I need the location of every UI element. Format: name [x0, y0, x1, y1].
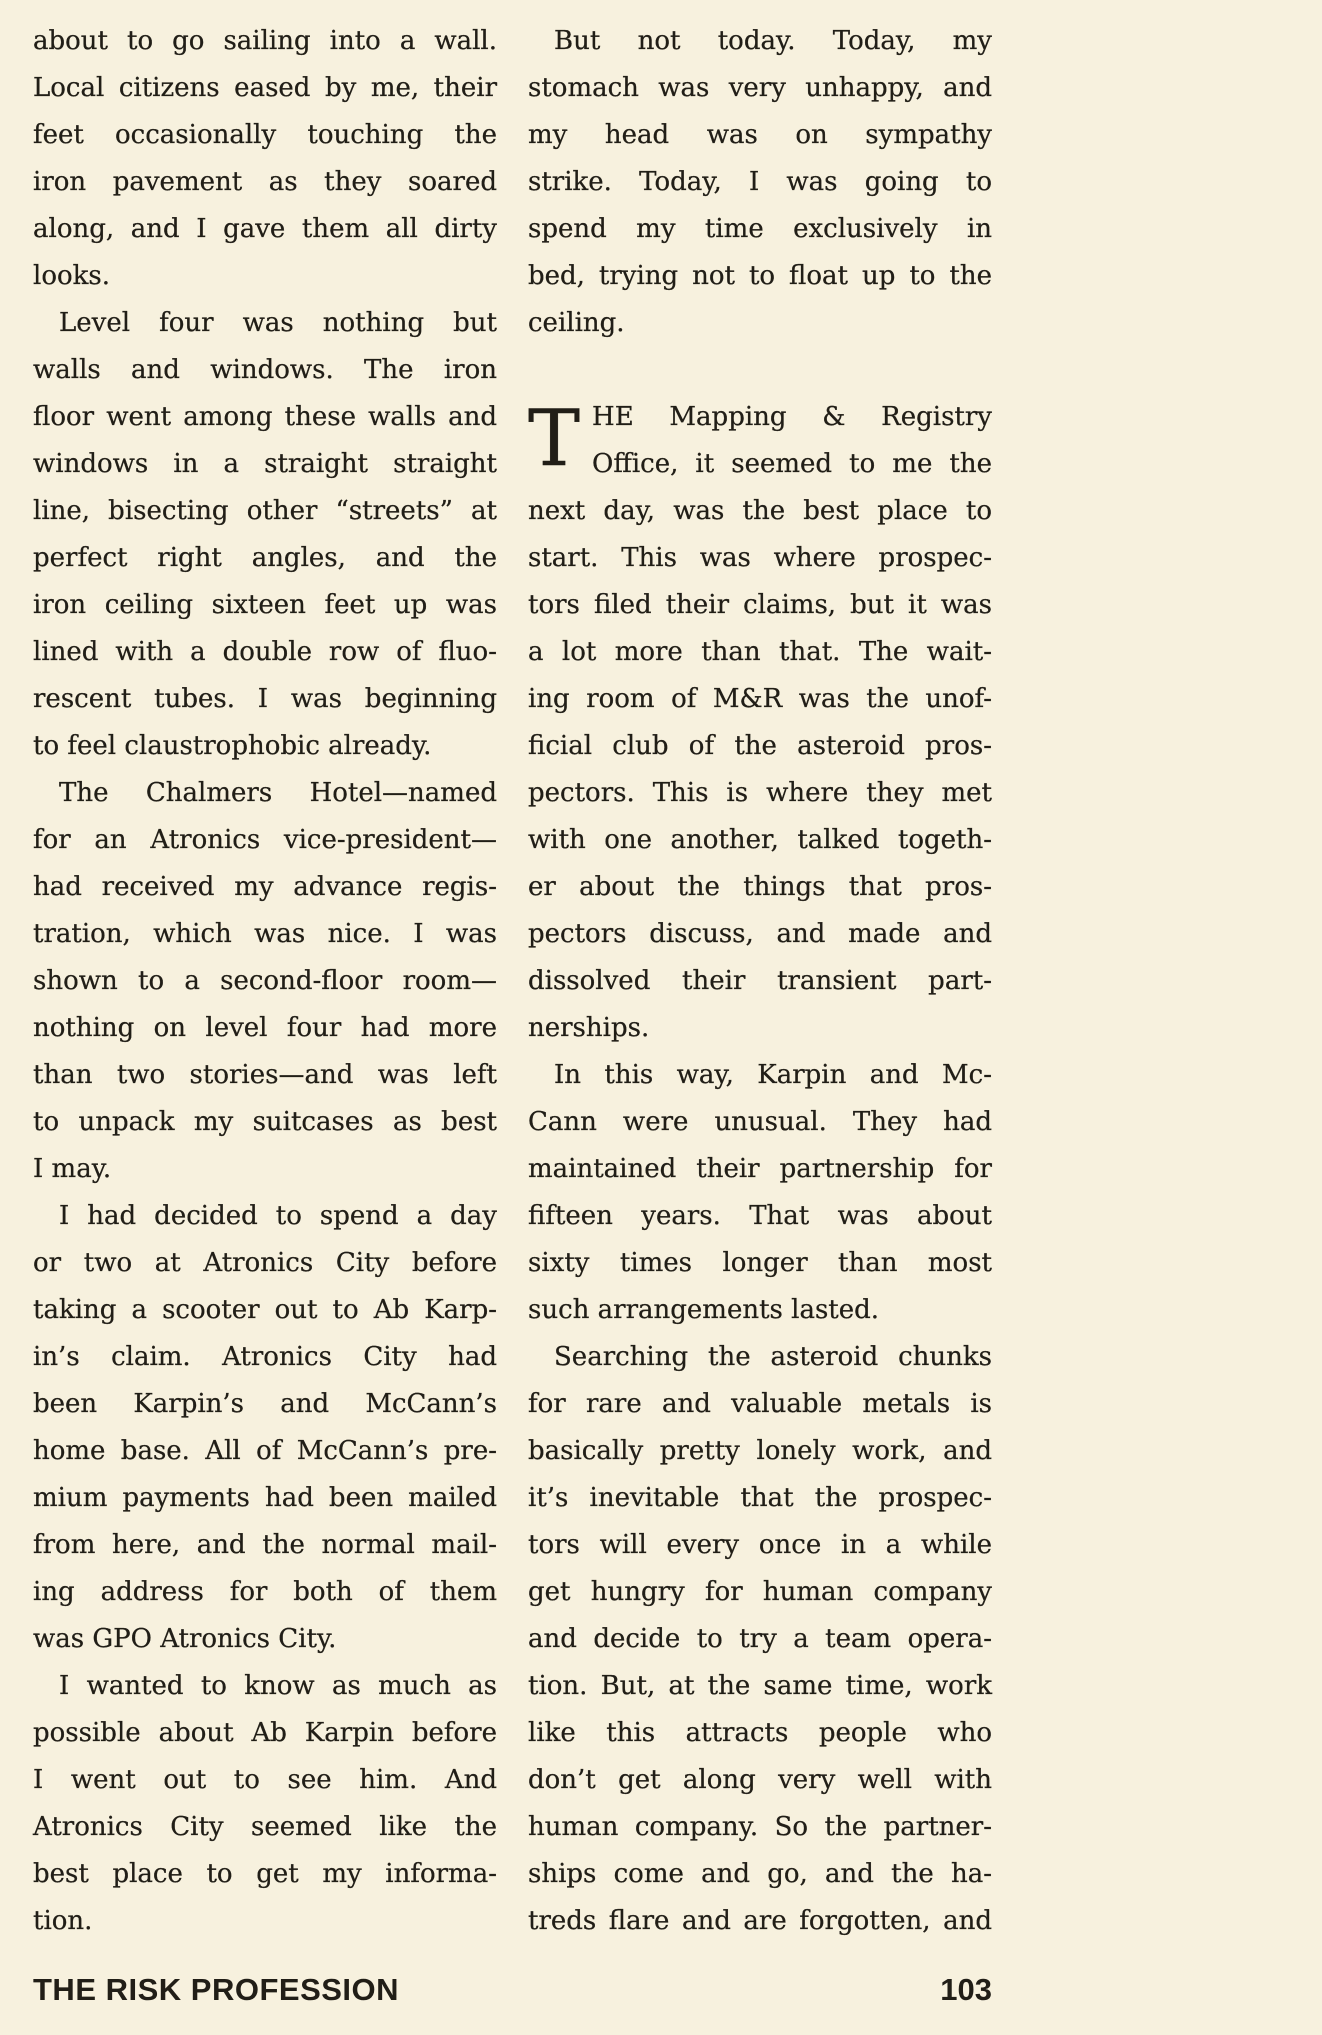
text-line: taking a scooter out to Ab Karp- [33, 1295, 497, 1325]
text-line: Office, it seemed to me the [592, 449, 992, 479]
text-line: stomach was very unhappy, and [528, 73, 992, 103]
text-line: tion. But, at the same time, work [528, 1671, 992, 1701]
text-line: treds flare and are forgotten, and [528, 1906, 992, 1936]
text-line: than two stories—and was left [33, 1060, 497, 1090]
text-line: perfect right angles, and the [33, 543, 497, 573]
paragraph [33, 300, 497, 770]
text-line: to feel claustrophobic already. [33, 731, 432, 761]
text-line: for rare and valuable metals is [528, 1389, 992, 1419]
text-line: like this attracts people who [528, 1718, 992, 1748]
text-line: floor went among these walls and [33, 402, 497, 432]
text-line: nothing on level four had more [33, 1013, 497, 1043]
text-line: er about the things that pros- [528, 872, 992, 902]
text-line: such arrangements lasted. [528, 1295, 880, 1325]
text-line: spend my time exclusively in [528, 214, 992, 244]
paragraph [528, 1334, 992, 1945]
page-number: 103 [940, 1972, 992, 2007]
text-line: had received my advance regis- [33, 872, 497, 902]
text-line: iron pavement as they soared [33, 167, 497, 197]
text-line: windows in a straight straight [33, 449, 497, 479]
text-columns [33, 18, 992, 1945]
text-line: I went out to see him. And [33, 1765, 497, 1795]
text-line: home base. All of McCann’s pre- [33, 1436, 497, 1466]
text-line: shown to a second-floor room— [33, 966, 497, 996]
text-line: nerships. [528, 1013, 650, 1043]
text-line: dissolved their transient part- [528, 966, 992, 996]
text-line: Level four was nothing but [59, 308, 497, 338]
text-line: The Chalmers Hotel—named [59, 778, 497, 808]
text-line: human company. So the partner- [528, 1812, 992, 1842]
text-line: don’t get along very well with [528, 1765, 992, 1795]
text-line: line, bisecting other “streets” at [33, 496, 497, 526]
text-line: In this way, Karpin and Mc- [554, 1060, 992, 1090]
text-line: Local citizens eased by me, their [33, 73, 497, 103]
text-line: bed, trying not to float up to the [528, 261, 992, 291]
text-line: start. This was where prospec- [528, 543, 992, 573]
text-line: with one another, talked togeth- [528, 825, 992, 855]
text-line: best place to get my informa- [33, 1859, 497, 1889]
text-line: get hungry for human company [528, 1577, 992, 1607]
text-line: a lot more than that. The wait- [528, 637, 992, 667]
text-line: Atronics City seemed like the [33, 1812, 497, 1842]
text-line: looks. [33, 261, 110, 291]
paragraph [528, 18, 992, 347]
column-right [528, 18, 992, 1945]
text-line: it’s inevitable that the prospec- [528, 1483, 992, 1513]
text-line: been Karpin’s and McCann’s [33, 1389, 497, 1419]
text-line: mium payments had been mailed [33, 1483, 497, 1513]
text-line: tion. [33, 1906, 93, 1936]
text-line: I had decided to spend a day [59, 1201, 497, 1231]
text-line: sixty times longer than most [528, 1248, 992, 1278]
text-line: and decide to try a team opera- [528, 1624, 992, 1654]
text-line: basically pretty lonely work, and [528, 1436, 992, 1466]
paragraph [528, 1052, 992, 1334]
text-line: ing address for both of them [33, 1577, 497, 1607]
paragraph [33, 1193, 497, 1663]
text-line: possible about Ab Karpin before [33, 1718, 497, 1748]
text-line: was GPO Atronics City. [33, 1624, 337, 1654]
text-line: along, and I gave them all dirty [33, 214, 497, 244]
text-line: Searching the asteroid chunks [554, 1342, 992, 1372]
paragraph [528, 394, 992, 1052]
text-line: tration, which was nice. I was [33, 919, 497, 949]
text-line: to unpack my suitcases as best [33, 1107, 497, 1137]
text-line: lined with a double row of fluo- [33, 637, 497, 667]
text-line: I may. [33, 1154, 112, 1184]
text-line: maintained their partnership for [528, 1154, 992, 1184]
text-line: or two at Atronics City before [33, 1248, 497, 1278]
paragraph [33, 18, 497, 300]
text-line: pectors. This is where they met [528, 778, 992, 808]
text-line: rescent tubes. I was beginning [33, 684, 497, 714]
paragraph [33, 1663, 497, 1945]
text-line: walls and windows. The iron [33, 355, 497, 385]
text-line: feet occasionally touching the [33, 120, 497, 150]
text-line: Cann were unusual. They had [528, 1107, 992, 1137]
text-line: in’s claim. Atronics City had [33, 1342, 497, 1372]
text-line: ceiling. [528, 308, 625, 338]
text-line: ships come and go, and the ha- [528, 1859, 992, 1889]
text-line: ficial club of the asteroid pros- [528, 731, 992, 761]
text-line: for an Atronics vice-president— [33, 825, 497, 855]
paragraph [33, 770, 497, 1193]
text-line: tors filed their claims, but it was [528, 590, 992, 620]
text-line: But not today. Today, my [554, 26, 992, 56]
text-line: fifteen years. That was about [528, 1201, 992, 1231]
text-line: strike. Today, I was going to [528, 167, 992, 197]
text-line: iron ceiling sixteen feet up was [33, 590, 497, 620]
text-line: ing room of M&R was the unof- [528, 684, 992, 714]
page-footer [33, 1972, 992, 2008]
text-line: pectors discuss, and made and [528, 919, 992, 949]
text-line: HE Mapping & Registry [592, 402, 992, 432]
text-line: about to go sailing into a wall. [33, 26, 497, 56]
text-line: my head was on sympathy [528, 120, 992, 150]
text-line: I wanted to know as much as [59, 1671, 497, 1701]
drop-cap: T [528, 394, 581, 484]
text-line: next day, was the best place to [528, 496, 992, 526]
text-line: tors will every once in a while [528, 1530, 992, 1560]
column-left [33, 18, 497, 1945]
running-title: THE RISK PROFESSION [33, 1972, 400, 2007]
text-line: from here, and the normal mail- [33, 1530, 497, 1560]
